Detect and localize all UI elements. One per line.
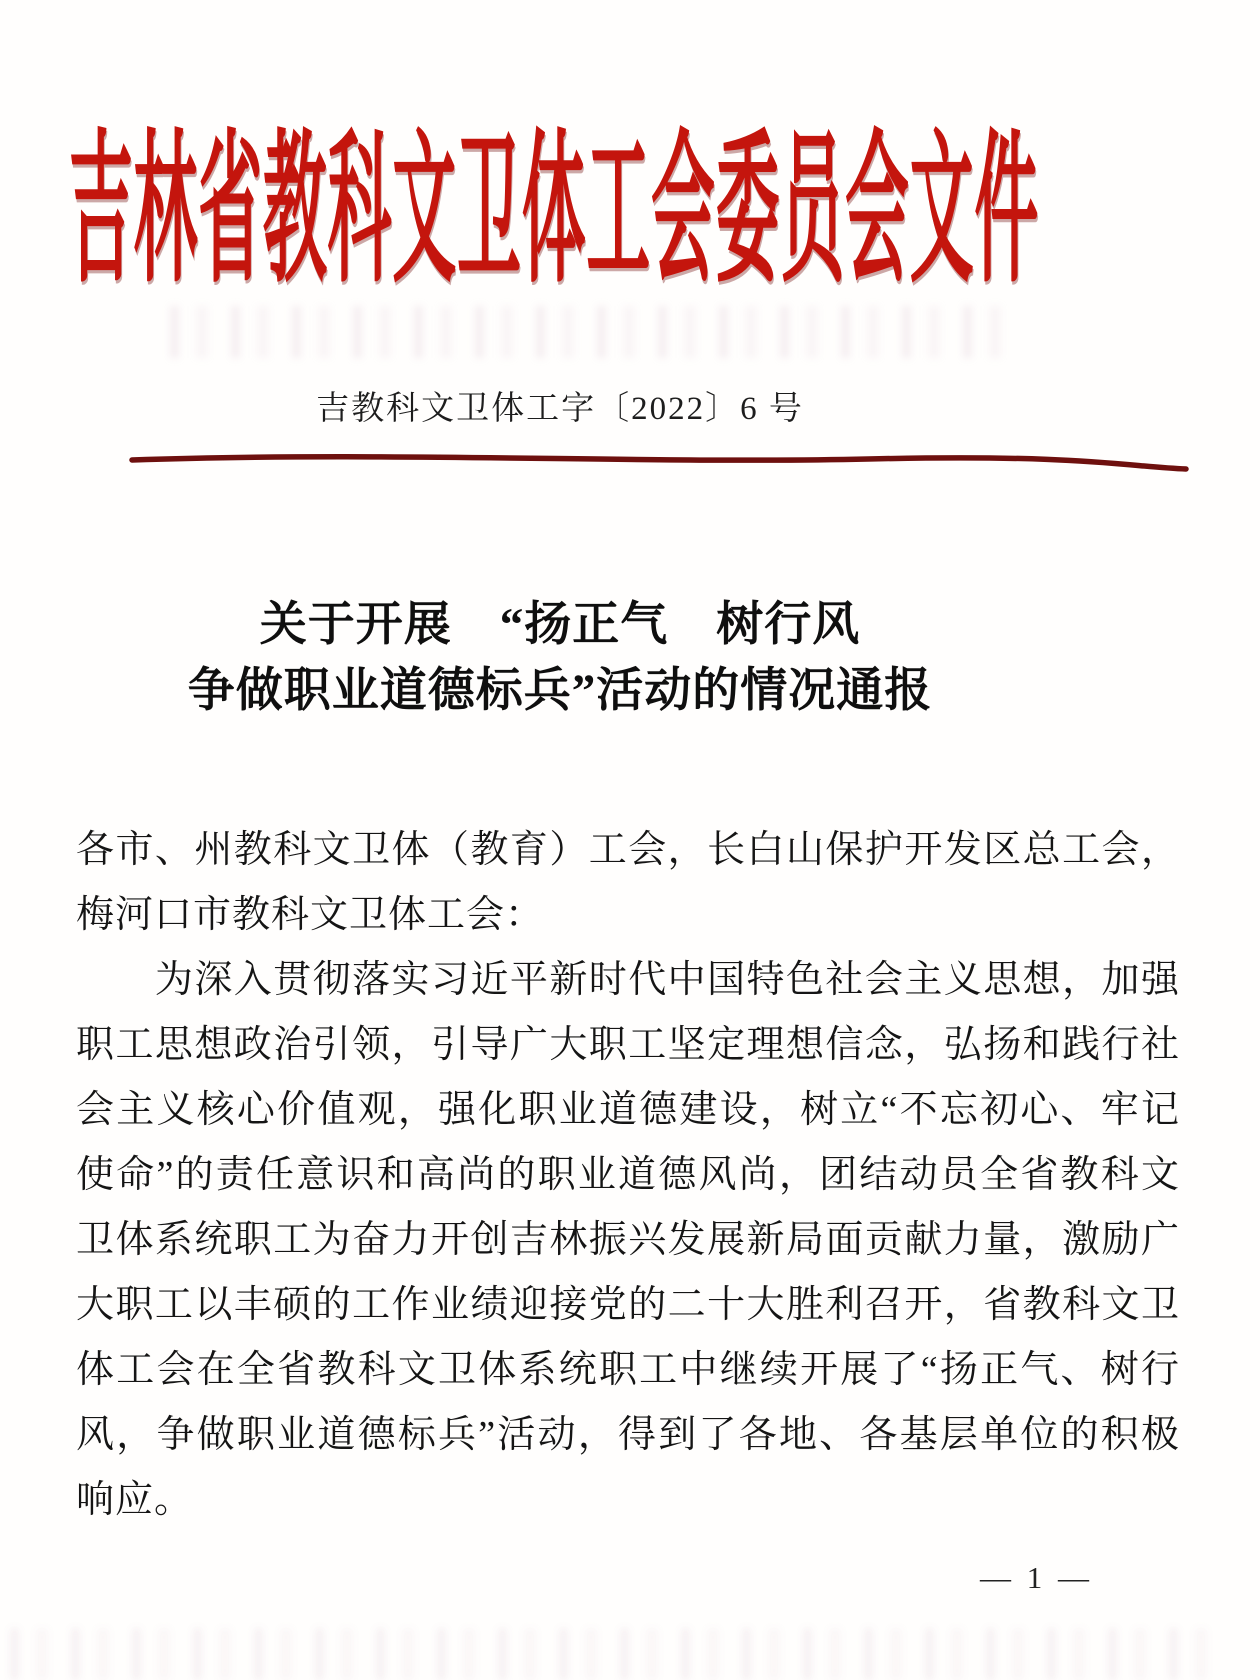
red-divider-rule	[128, 448, 1190, 474]
document-reference-number: 吉教科文卫体工字〔2022〕6 号	[316, 391, 804, 427]
red-divider-path	[132, 457, 1186, 469]
document-title-line-1: 关于开展 “扬正气 树行风	[259, 599, 861, 651]
body-line: 为深入贯彻落实习近平新时代中国特色社会主义思想，加强	[76, 959, 1180, 1001]
letterhead	[0, 98, 1260, 302]
body-line: 梅河口市教科文卫体工会：	[76, 894, 545, 936]
bleed-through-artifact	[10, 1628, 1210, 1680]
body-line: 职工思想政治引领，引导广大职工坚定理想信念，弘扬和践行社	[76, 1024, 1180, 1066]
document-title-line-2: 争做职业道德标兵”活动的情况通报	[187, 665, 933, 717]
body-line: 使命”的责任意识和高尚的职业道德风尚，团结动员全省教科文	[76, 1154, 1180, 1196]
body-text	[76, 818, 1180, 1533]
body-line: 卫体系统职工为奋力开创吉林振兴发展新局面贡献力量，激励广	[76, 1219, 1180, 1261]
body-line: 各市、州教科文卫体（教育）工会，长白山保护开发区总工会，	[76, 829, 1180, 871]
bleed-through-artifact	[170, 306, 1020, 358]
body-line: 大职工以丰硕的工作业绩迎接党的二十大胜利召开，省教科文卫	[76, 1284, 1180, 1326]
body-line: 响应。	[76, 1479, 194, 1521]
letterhead-org-title: 吉林省教科文卫体工会委员会文件	[68, 119, 1040, 302]
document-title	[0, 592, 1260, 724]
page-number: — 1 —	[980, 1560, 1093, 1595]
body-line: 体工会在全省教科文卫体系统职工中继续开展了“扬正气、树行	[76, 1349, 1180, 1391]
body-line: 会主义核心价值观，强化职业道德建设，树立“不忘初心、牢记	[76, 1089, 1180, 1131]
body-line: 风，争做职业道德标兵”活动，得到了各地、各基层单位的积极	[76, 1414, 1180, 1456]
